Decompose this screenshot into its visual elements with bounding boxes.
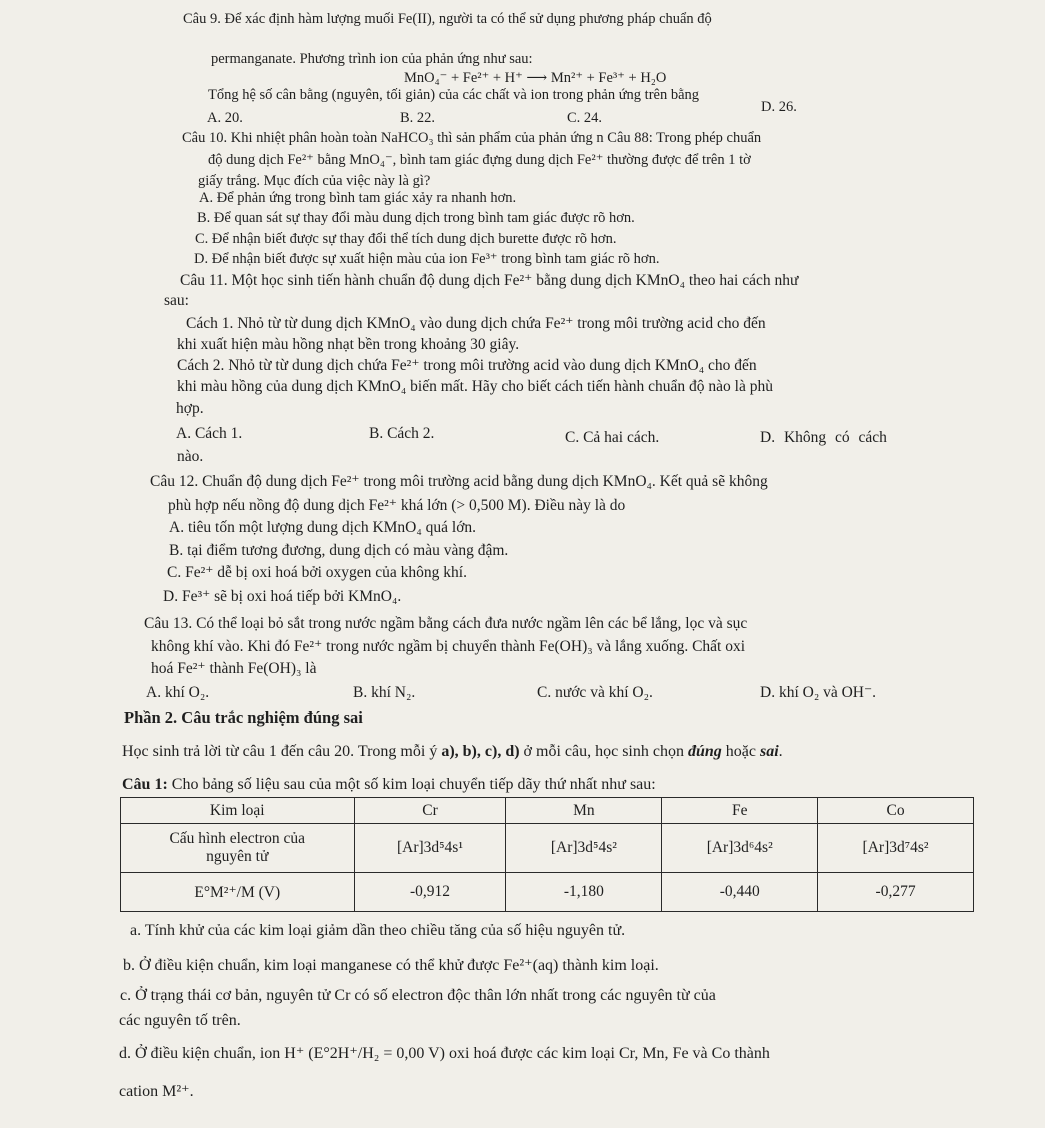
statement-a: a. Tính khử của các kim loại giảm dần theo chiều tăng của số hiệu nguyên tử. [130, 922, 626, 939]
header-fe: Fe [662, 798, 818, 824]
q12-option-a: A. tiêu tốn một lượng dung dịch KMnO₄ quá lớn. [169, 519, 477, 536]
statement-b: b. Ở điều kiện chuẩn, kim loại manganese có thể khử được Fe²⁺(aq) thành kim loại. [123, 957, 659, 974]
statement-d-line-2: cation M²⁺. [119, 1083, 194, 1100]
q9-equation: MnO₄⁻ + Fe²⁺ + H⁺ ⟶ Mn²⁺ + Fe³⁺ + H₂O [404, 70, 667, 86]
q11-option-d-cont: nào. [177, 448, 204, 465]
q9-line-1: Câu 9. Để xác định hàm lượng muối Fe(II), người ta có thể sử dụng phương pháp chuẩn độ [183, 11, 712, 27]
q13-option-c: C. nước và khí O₂. [537, 684, 653, 701]
q11-line-3: Cách 1. Nhỏ từ từ dung dịch KMnO₄ vào dung dịch chứa Fe²⁺ trong môi trường acid cho đến [186, 315, 766, 332]
q9-option-a: A. 20. [207, 110, 243, 126]
q11-option-b: B. Cách 2. [369, 425, 435, 442]
q11-line-7: hợp. [176, 400, 204, 417]
statement-d-line-1: d. Ở điều kiện chuẩn, ion H⁺ (E°2H⁺/H₂ = 0,00 V) oxi hoá được các kim loại Cr, Mn, Fe và Co thành [119, 1045, 770, 1062]
potential-label: E°M²⁺/M (V) [121, 873, 355, 912]
q12-line-2: phù hợp nếu nồng độ dung dịch Fe²⁺ khá lớn (> 0,500 M). Điều này là do [168, 497, 626, 514]
q12-option-b: B. tại điểm tương đương, dung dịch có màu vàng đậm. [169, 542, 509, 559]
header-mn: Mn [506, 798, 662, 824]
q9-option-b: B. 22. [400, 110, 436, 126]
q9-option-c: C. 24. [567, 110, 603, 126]
table-row-config [121, 824, 974, 873]
q13-line-3: hoá Fe²⁺ thành Fe(OH)₃ là [151, 660, 317, 677]
q11-line-6: khi màu hồng của dung dịch KMnO₄ biến mất. Hãy cho biết cách tiến hành chuẩn độ nào là phù [177, 378, 773, 395]
header-metal: Kim loại [121, 798, 355, 824]
q12-line-1: Câu 12. Chuẩn độ dung dịch Fe²⁺ trong môi trường acid bằng dung dịch KMnO₄. Kết quả sẽ không [150, 473, 768, 490]
q10-option-d: D. Để nhận biết được sự xuất hiện màu của ion Fe³⁺ trong bình tam giác rõ hơn. [194, 251, 660, 267]
q13-line-2: không khí vào. Khi đó Fe²⁺ trong nước ngầm bị chuyển thành Fe(OH)₃ và lắng xuống. Chất oxi [151, 638, 746, 655]
config-fe: [Ar]3d⁶4s² [662, 824, 818, 873]
potential-cr: -0,912 [354, 873, 506, 912]
q11-option-a: A. Cách 1. [176, 425, 243, 442]
q10-line-3: giấy trắng. Mục đích của việc này là gì? [198, 173, 431, 189]
statement-c-line-2: các nguyên tố trên. [119, 1012, 241, 1029]
config-mn: [Ar]3d⁵4s² [506, 824, 662, 873]
q10-option-c: C. Để nhận biết được sự thay đổi thể tích dung dịch burette được rõ hơn. [195, 231, 617, 247]
table-header-row [121, 798, 974, 824]
table-row-potential [121, 873, 974, 912]
part2-title: Phần 2. Câu trắc nghiệm đúng sai [124, 708, 363, 727]
header-cr: Cr [354, 798, 506, 824]
q11-line-1: Câu 11. Một học sinh tiến hành chuẩn độ dung dịch Fe²⁺ bằng dung dịch KMnO₄ theo hai cách như [180, 272, 799, 289]
q10-option-a: A. Để phản ứng trong bình tam giác xảy ra nhanh hơn. [199, 190, 517, 206]
config-label: Cấu hình electron của nguyên tử [121, 824, 355, 873]
statement-c-line-1: c. Ở trạng thái cơ bản, nguyên tử Cr có số electron độc thân lớn nhất trong các nguyên từ của [120, 987, 716, 1004]
q9-line-3: Tổng hệ số cân bằng (nguyên, tối giản) của các chất và ion trong phản ứng trên bằng [208, 87, 700, 103]
q11-line-4: khi xuất hiện màu hồng nhạt bền trong khoảng 30 giây. [177, 336, 520, 353]
q9-line-2: permanganate. Phương trình ion của phản ứng như sau: [211, 51, 533, 67]
q10-option-b: B. Để quan sát sự thay đổi màu dung dịch trong bình tam giác được rõ hơn. [197, 210, 635, 226]
q13-line-1: Câu 13. Có thể loại bỏ sắt trong nước ngầm bằng cách đưa nước ngầm lên các bể lắng, lọc và sục [144, 615, 748, 632]
q11-option-d: D. Không có cách [760, 429, 887, 446]
q10-line-1: Câu 10. Khi nhiệt phân hoàn toàn NaHCO₃ thì sản phẩm của phản ứng n Câu 88: Trong phép chuẩn [182, 130, 762, 146]
q13-option-a: A. khí O₂. [146, 684, 210, 701]
q11-line-2: sau: [164, 292, 189, 309]
q11-line-5: Cách 2. Nhỏ từ từ dung dịch chứa Fe²⁺ trong môi trường acid vào dung dịch KMnO₄ cho đến [177, 357, 757, 374]
part2-intro: Học sinh trả lời từ câu 1 đến câu 20. Trong mỗi ý a), b), c), d) ở mỗi câu, học sinh chọn đúng hoặc sai. [122, 743, 783, 760]
q9-option-d: D. 26. [761, 99, 797, 115]
q13-option-d: D. khí O₂ và OH⁻. [760, 684, 877, 701]
header-co: Co [818, 798, 974, 824]
q12-option-c: C. Fe²⁺ dễ bị oxi hoá bởi oxygen của không khí. [167, 564, 467, 581]
q12-option-d: D. Fe³⁺ sẽ bị oxi hoá tiếp bởi KMnO₄. [163, 588, 402, 605]
potential-fe: -0,440 [662, 873, 818, 912]
q13-option-b: B. khí N₂. [353, 684, 416, 701]
part2-question-1: Câu 1: Cho bảng số liệu sau của một số kim loại chuyển tiếp dãy thứ nhất như sau: [122, 776, 656, 793]
q10-line-2: độ dung dịch Fe²⁺ bằng MnO₄⁻, bình tam giác đựng dung dịch Fe²⁺ thường được để trên 1 tờ [208, 152, 751, 168]
config-cr: [Ar]3d⁵4s¹ [354, 824, 506, 873]
metals-table [120, 797, 974, 912]
q11-option-c: C. Cả hai cách. [565, 429, 660, 446]
potential-co: -0,277 [818, 873, 974, 912]
potential-mn: -1,180 [506, 873, 662, 912]
config-co: [Ar]3d⁷4s² [818, 824, 974, 873]
